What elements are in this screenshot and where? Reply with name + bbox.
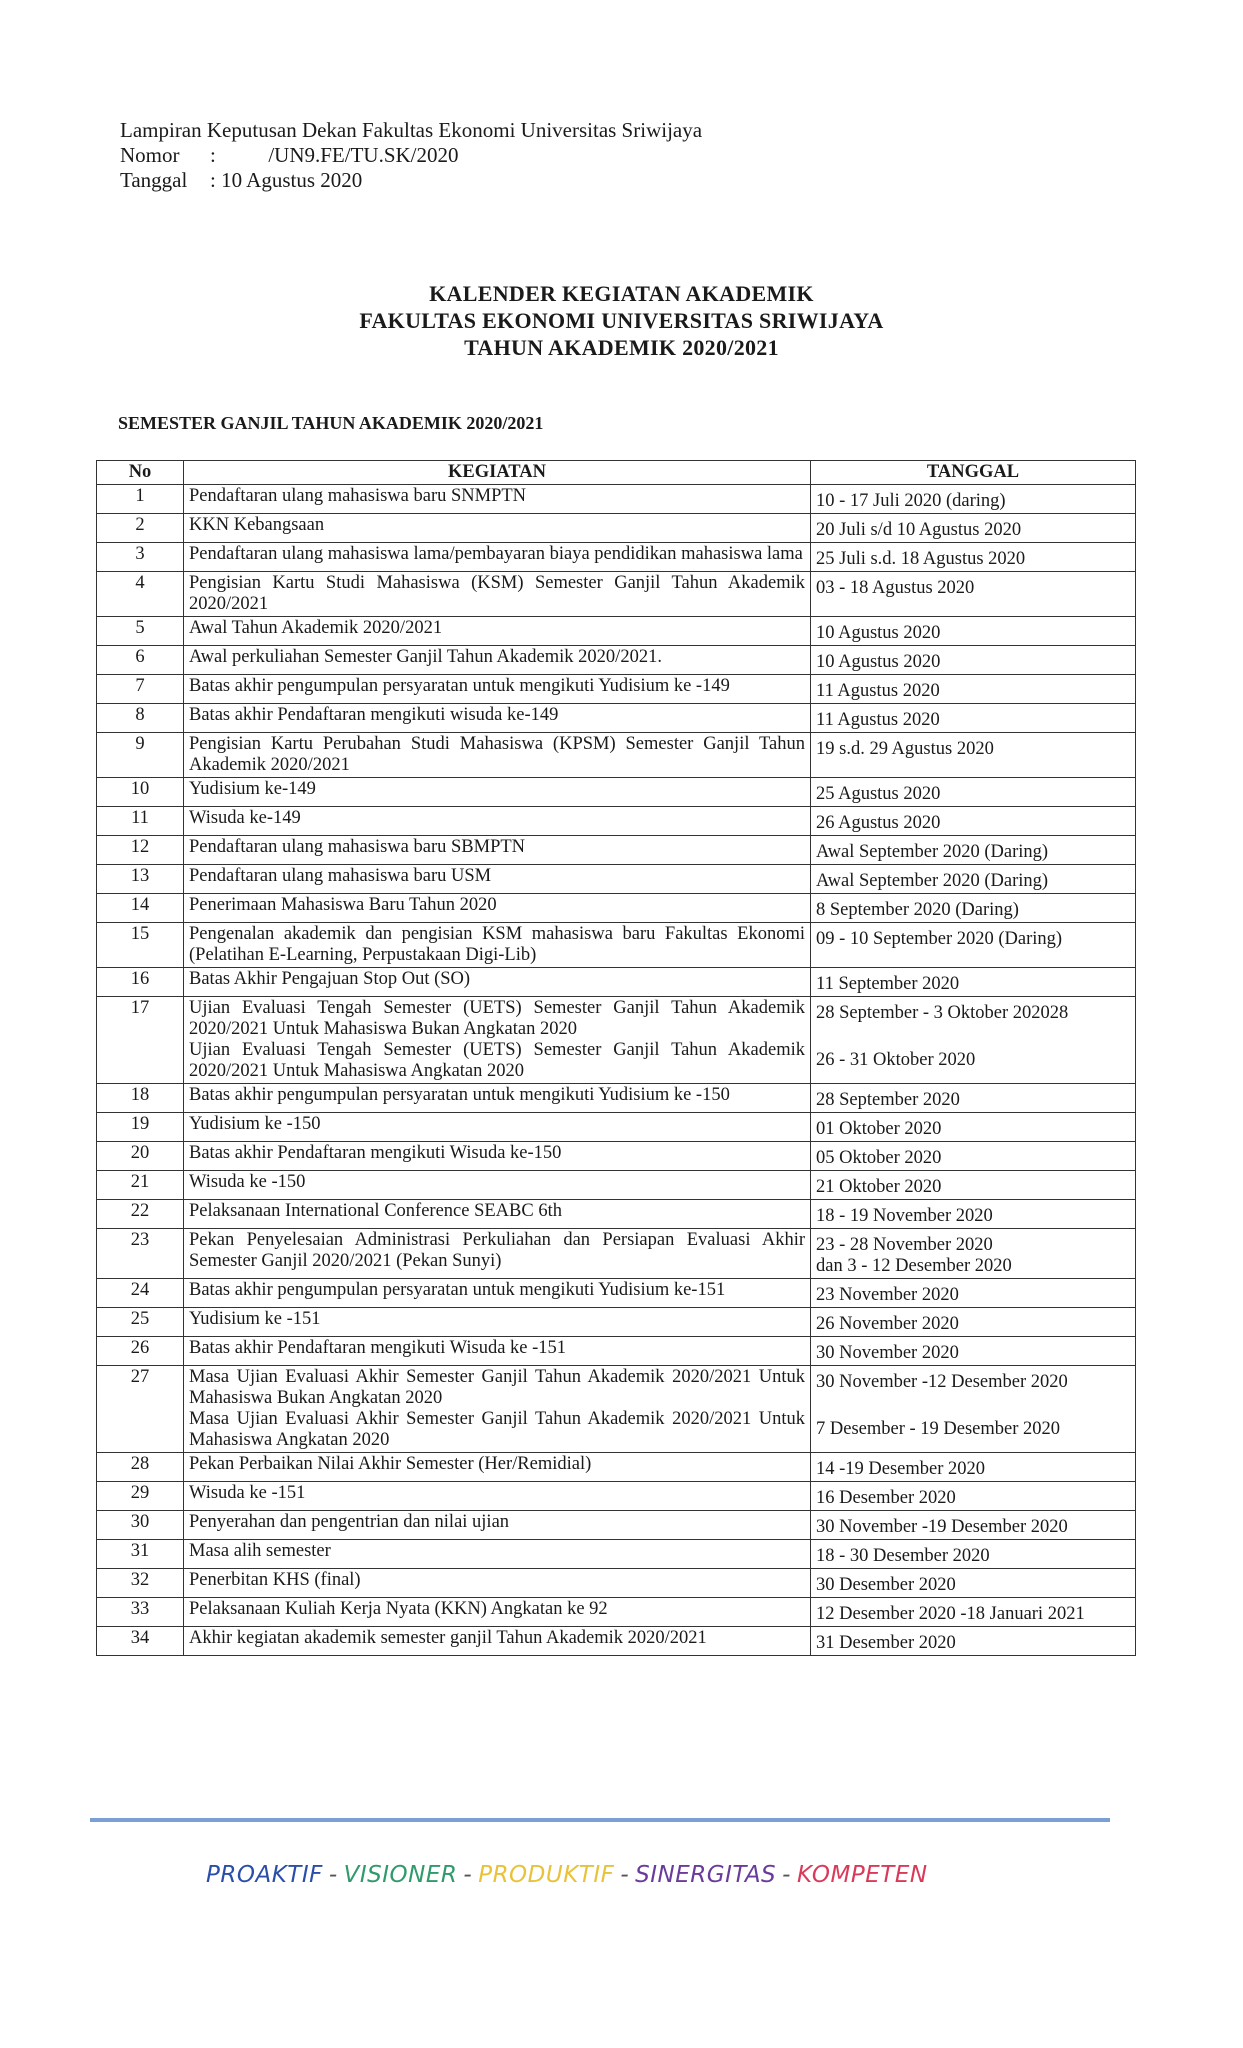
kegiatan-text: Penerbitan KHS (final) (189, 1570, 361, 1590)
tanggal-value: : 10 Agustus 2020 (210, 168, 363, 192)
row-kegiatan (184, 1279, 811, 1308)
tanggal-text: 21 Oktober 2020 (816, 1177, 942, 1197)
row-kegiatan (184, 1540, 811, 1569)
row-tanggal (811, 646, 1136, 675)
row-kegiatan (184, 543, 811, 572)
row-tanggal (811, 704, 1136, 733)
row-tanggal (811, 733, 1136, 778)
row-tanggal (811, 1279, 1136, 1308)
row-kegiatan (184, 1337, 811, 1366)
row-kegiatan (184, 807, 811, 836)
row-tanggal (811, 865, 1136, 894)
row-tanggal (811, 1511, 1136, 1540)
row-kegiatan (184, 485, 811, 514)
table-row (97, 1598, 1136, 1627)
tanggal-text: 26 Agustus 2020 (816, 813, 941, 833)
row-tanggal (811, 1200, 1136, 1229)
kegiatan-text: Wisuda ke -150 (189, 1172, 306, 1192)
kegiatan-text-2: Masa Ujian Evaluasi Akhir Semester Ganjil Tahun Akademik 2020/2021 Untuk Mahasiswa Angkatan 2020 (189, 1409, 805, 1450)
tanggal-text: 12 Desember 2020 -18 Januari 2021 (816, 1604, 1085, 1624)
row-number: 21 (97, 1171, 184, 1200)
kegiatan-text: Penyerahan dan pengentrian dan nilai ujian (189, 1512, 510, 1532)
motto-word: VISIONER (343, 1862, 458, 1888)
row-tanggal (811, 1482, 1136, 1511)
footer-divider (90, 1818, 1110, 1822)
table-row (97, 1366, 1136, 1453)
title-line-1: KALENDER KEGIATAN AKADEMIK (429, 281, 814, 306)
kegiatan-text: Yudisium ke-149 (189, 779, 316, 799)
kegiatan-text: Masa alih semester (189, 1541, 331, 1561)
row-number: 16 (97, 968, 184, 997)
row-kegiatan (184, 572, 811, 617)
row-kegiatan (184, 733, 811, 778)
table-row (97, 1142, 1136, 1171)
tanggal-text: 18 - 19 November 2020 (816, 1206, 993, 1226)
row-kegiatan (184, 894, 811, 923)
tanggal-text: 25 Juli s.d. 18 Agustus 2020 (816, 549, 1026, 569)
row-number: 6 (97, 646, 184, 675)
tanggal-text: 10 Agustus 2020 (816, 623, 941, 643)
row-number: 29 (97, 1482, 184, 1511)
row-number: 18 (97, 1084, 184, 1113)
tanggal-text: 26 November 2020 (816, 1314, 959, 1334)
tanggal-text: 03 - 18 Agustus 2020 (816, 578, 975, 598)
row-number: 24 (97, 1279, 184, 1308)
tanggal-text: 18 - 30 Desember 2020 (816, 1546, 990, 1566)
row-tanggal (811, 923, 1136, 968)
table-row (97, 778, 1136, 807)
tanggal-text: 28 September 2020 (816, 1090, 960, 1110)
motto-separator: - (782, 1862, 791, 1888)
header-tanggal: TANGGAL (811, 461, 1136, 485)
tanggal-text: 19 s.d. 29 Agustus 2020 (816, 739, 994, 759)
header-no: No (97, 461, 184, 485)
row-tanggal (811, 997, 1136, 1084)
tanggal-text: 8 September 2020 (Daring) (816, 900, 1019, 920)
tanggal-text: 20 Juli s/d 10 Agustus 2020 (816, 520, 1022, 540)
kegiatan-text: Ujian Evaluasi Tengah Semester (UETS) Semester Ganjil Tahun Akademik 2020/2021 Untuk Mahasiswa Bukan Angkatan 2020 (189, 998, 805, 1039)
tanggal-text: 30 November -12 Desember 2020 (816, 1372, 1068, 1392)
table-row (97, 1171, 1136, 1200)
title-line-2: FAKULTAS EKONOMI UNIVERSITAS SRIWIJAYA (359, 308, 884, 333)
tanggal-text: 30 November 2020 (816, 1343, 959, 1363)
row-number: 30 (97, 1511, 184, 1540)
motto-separator: - (620, 1862, 630, 1888)
row-tanggal (811, 485, 1136, 514)
row-number: 7 (97, 675, 184, 704)
row-kegiatan (184, 1598, 811, 1627)
table-row (97, 1279, 1136, 1308)
tanggal-text: 25 Agustus 2020 (816, 784, 941, 804)
row-tanggal (811, 968, 1136, 997)
row-tanggal (811, 1598, 1136, 1627)
tanggal-text: 28 September - 3 Oktober 202028 (816, 1003, 1069, 1023)
table-row (97, 733, 1136, 778)
row-number: 5 (97, 617, 184, 646)
tanggal-text: Awal September 2020 (Daring) (816, 871, 1049, 891)
motto-separator: - (463, 1862, 473, 1888)
row-kegiatan (184, 1308, 811, 1337)
row-number: 31 (97, 1540, 184, 1569)
row-tanggal (811, 617, 1136, 646)
row-tanggal (811, 1229, 1136, 1279)
kegiatan-text: Wisuda ke -151 (189, 1483, 306, 1503)
row-number: 8 (97, 704, 184, 733)
table-row (97, 543, 1136, 572)
document-title (0, 280, 1243, 361)
table-row (97, 1482, 1136, 1511)
kegiatan-text: Batas akhir pengumpulan persyaratan untuk mengikuti Yudisium ke-151 (189, 1280, 726, 1300)
row-tanggal (811, 1569, 1136, 1598)
kegiatan-text: Akhir kegiatan akademik semester ganjil Tahun Akademik 2020/2021 (189, 1628, 707, 1648)
header-attachment-line: Lampiran Keputusan Dekan Fakultas Ekonomi Universitas Sriwijaya (120, 118, 703, 142)
table-row (97, 1084, 1136, 1113)
kegiatan-text: Yudisium ke -151 (189, 1309, 321, 1329)
tanggal-text: 05 Oktober 2020 (816, 1148, 942, 1168)
row-tanggal (811, 1308, 1136, 1337)
row-tanggal (811, 1142, 1136, 1171)
tanggal-text: 31 Desember 2020 (816, 1633, 956, 1653)
row-tanggal (811, 1113, 1136, 1142)
row-kegiatan (184, 1084, 811, 1113)
tanggal-text: 09 - 10 September 2020 (Daring) (816, 929, 1063, 949)
footer-motto (206, 1862, 934, 1888)
table-row (97, 865, 1136, 894)
table-row (97, 894, 1136, 923)
row-number: 25 (97, 1308, 184, 1337)
row-number: 20 (97, 1142, 184, 1171)
tanggal-text-2: 7 Desember - 19 Desember 2020 (816, 1419, 1061, 1439)
table-row (97, 617, 1136, 646)
kegiatan-text: Pengisian Kartu Studi Mahasiswa (KSM) Semester Ganjil Tahun Akademik 2020/2021 (189, 573, 805, 614)
motto-word: KOMPETEN (796, 1862, 928, 1888)
tanggal-text: Awal September 2020 (Daring) (816, 842, 1049, 862)
table-row (97, 1453, 1136, 1482)
tanggal-text: 11 Agustus 2020 (816, 710, 940, 730)
tanggal-text: 16 Desember 2020 (816, 1488, 956, 1508)
row-tanggal (811, 894, 1136, 923)
nomor-label: Nomor (120, 143, 180, 167)
kegiatan-text: Pendaftaran ulang mahasiswa baru SBMPTN (189, 837, 526, 857)
row-tanggal (811, 572, 1136, 617)
kegiatan-text: KKN Kebangsaan (189, 515, 325, 535)
kegiatan-text: Batas akhir Pendaftaran mengikuti Wisuda ke -151 (189, 1338, 567, 1358)
table-row (97, 1200, 1136, 1229)
table-row (97, 923, 1136, 968)
row-number: 33 (97, 1598, 184, 1627)
row-number: 12 (97, 836, 184, 865)
kegiatan-text: Pengisian Kartu Perubahan Studi Mahasiswa (KPSM) Semester Ganjil Tahun Akademik 2020/2021 (189, 734, 805, 775)
kegiatan-text: Pelaksanaan Kuliah Kerja Nyata (KKN) Angkatan ke 92 (189, 1599, 608, 1619)
row-number: 28 (97, 1453, 184, 1482)
semester-title: SEMESTER GANJIL TAHUN AKADEMIK 2020/2021 (118, 413, 544, 433)
tanggal-text: 01 Oktober 2020 (816, 1119, 942, 1139)
tanggal-text: 23 - 28 November 2020 (816, 1235, 993, 1255)
kegiatan-text: Awal perkuliahan Semester Ganjil Tahun Akademik 2020/2021. (189, 647, 662, 667)
row-kegiatan (184, 1200, 811, 1229)
table-body (97, 485, 1136, 1656)
tanggal-text: 11 Agustus 2020 (816, 681, 940, 701)
table-row (97, 485, 1136, 514)
kegiatan-text: Batas Akhir Pengajuan Stop Out (SO) (189, 969, 471, 989)
row-kegiatan (184, 1511, 811, 1540)
table-row (97, 704, 1136, 733)
tanggal-text: 14 -19 Desember 2020 (816, 1459, 986, 1479)
row-number: 15 (97, 923, 184, 968)
tanggal-label: Tanggal (120, 168, 188, 192)
row-kegiatan (184, 836, 811, 865)
row-kegiatan (184, 514, 811, 543)
row-tanggal (811, 1453, 1136, 1482)
table-row (97, 968, 1136, 997)
row-kegiatan (184, 923, 811, 968)
row-kegiatan (184, 968, 811, 997)
row-tanggal (811, 836, 1136, 865)
tanggal-text-2: 26 - 31 Oktober 2020 (816, 1050, 976, 1070)
table-row (97, 514, 1136, 543)
tanggal-text: 11 September 2020 (816, 974, 960, 994)
motto-word: SINERGITAS (635, 1862, 777, 1888)
row-tanggal (811, 1171, 1136, 1200)
row-tanggal (811, 543, 1136, 572)
nomor-value: : /UN9.FE/TU.SK/2020 (210, 143, 459, 167)
kegiatan-text: Yudisium ke -150 (189, 1114, 321, 1134)
row-number: 10 (97, 778, 184, 807)
tanggal-text: 30 Desember 2020 (816, 1575, 956, 1595)
kegiatan-text: Penerimaan Mahasiswa Baru Tahun 2020 (189, 895, 497, 915)
row-kegiatan (184, 1113, 811, 1142)
row-tanggal (811, 1366, 1136, 1453)
tanggal-text: 23 November 2020 (816, 1285, 959, 1305)
row-kegiatan (184, 1229, 811, 1279)
row-kegiatan (184, 1171, 811, 1200)
row-kegiatan (184, 1366, 811, 1453)
row-number: 3 (97, 543, 184, 572)
row-number: 9 (97, 733, 184, 778)
table-row (97, 836, 1136, 865)
row-number: 11 (97, 807, 184, 836)
header-nomor (120, 143, 702, 168)
row-number: 22 (97, 1200, 184, 1229)
header-tanggal (120, 168, 702, 193)
row-kegiatan (184, 646, 811, 675)
row-number: 34 (97, 1627, 184, 1656)
row-kegiatan (184, 1569, 811, 1598)
row-number: 13 (97, 865, 184, 894)
row-kegiatan (184, 1453, 811, 1482)
tanggal-text: 10 Agustus 2020 (816, 652, 941, 672)
table-row (97, 807, 1136, 836)
row-number: 1 (97, 485, 184, 514)
kegiatan-text: Pelaksanaan International Conference SEABC 6th (189, 1201, 562, 1221)
tanggal-text: 30 November -19 Desember 2020 (816, 1517, 1068, 1537)
kegiatan-text-2: Ujian Evaluasi Tengah Semester (UETS) Semester Ganjil Tahun Akademik 2020/2021 Untuk Mahasiswa Angkatan 2020 (189, 1040, 805, 1081)
row-tanggal (811, 1084, 1136, 1113)
motto-word: PROAKTIF (206, 1862, 323, 1888)
motto-separator: - (328, 1862, 338, 1888)
row-number: 27 (97, 1366, 184, 1453)
kegiatan-text: Wisuda ke-149 (189, 808, 301, 828)
row-kegiatan (184, 617, 811, 646)
table-row (97, 572, 1136, 617)
row-kegiatan (184, 1142, 811, 1171)
table-row (97, 997, 1136, 1084)
table-row (97, 675, 1136, 704)
kegiatan-text: Pendaftaran ulang mahasiswa baru SNMPTN (189, 486, 527, 506)
table-row (97, 646, 1136, 675)
row-number: 26 (97, 1337, 184, 1366)
row-kegiatan (184, 1482, 811, 1511)
title-line-3: TAHUN AKADEMIK 2020/2021 (464, 335, 779, 360)
row-number: 4 (97, 572, 184, 617)
row-number: 14 (97, 894, 184, 923)
table-row (97, 1113, 1136, 1142)
table-row (97, 1627, 1136, 1656)
row-number: 32 (97, 1569, 184, 1598)
document-header (120, 118, 702, 193)
row-tanggal (811, 514, 1136, 543)
table-row (97, 1511, 1136, 1540)
row-tanggal (811, 1540, 1136, 1569)
kegiatan-text: Batas akhir pengumpulan persyaratan untuk mengikuti Yudisium ke -150 (189, 1085, 730, 1105)
row-number: 19 (97, 1113, 184, 1142)
kegiatan-text: Masa Ujian Evaluasi Akhir Semester Ganjil Tahun Akademik 2020/2021 Untuk Mahasiswa Bukan Angkatan 2020 (189, 1367, 805, 1408)
row-tanggal (811, 675, 1136, 704)
row-number: 23 (97, 1229, 184, 1279)
table-row (97, 1540, 1136, 1569)
kegiatan-text: Pendaftaran ulang mahasiswa lama/pembayaran biaya pendidikan mahasiswa lama (189, 544, 803, 564)
header-kegiatan: KEGIATAN (184, 461, 811, 485)
kegiatan-text: Awal Tahun Akademik 2020/2021 (189, 618, 443, 638)
table-row (97, 1308, 1136, 1337)
table-row (97, 1569, 1136, 1598)
kegiatan-text: Pekan Perbaikan Nilai Akhir Semester (Her/Remidial) (189, 1454, 592, 1474)
row-kegiatan (184, 1627, 811, 1656)
kegiatan-text: Batas akhir Pendaftaran mengikuti wisuda ke-149 (189, 705, 559, 725)
tanggal-text-2: dan 3 - 12 Desember 2020 (816, 1256, 1012, 1276)
kegiatan-text: Pengenalan akademik dan pengisian KSM mahasiswa baru Fakultas Ekonomi (Pelatihan E-Learning, Perpustakaan Digi-Lib) (189, 924, 805, 965)
row-number: 2 (97, 514, 184, 543)
row-kegiatan (184, 997, 811, 1084)
row-kegiatan (184, 704, 811, 733)
kegiatan-text: Batas akhir Pendaftaran mengikuti Wisuda ke-150 (189, 1143, 562, 1163)
row-tanggal (811, 1337, 1136, 1366)
row-kegiatan (184, 865, 811, 894)
row-number: 17 (97, 997, 184, 1084)
row-kegiatan (184, 778, 811, 807)
table-row (97, 1337, 1136, 1366)
calendar-table (96, 460, 1136, 1656)
row-tanggal (811, 778, 1136, 807)
tanggal-text: 10 - 17 Juli 2020 (daring) (816, 491, 1006, 511)
motto-word: PRODUKTIF (478, 1862, 615, 1888)
table-header-row (97, 461, 1136, 485)
kegiatan-text: Pendaftaran ulang mahasiswa baru USM (189, 866, 492, 886)
row-tanggal (811, 1627, 1136, 1656)
table-row (97, 1229, 1136, 1279)
row-tanggal (811, 807, 1136, 836)
row-kegiatan (184, 675, 811, 704)
kegiatan-text: Pekan Penyelesaian Administrasi Perkuliahan dan Persiapan Evaluasi Akhir Semester Ganjil 2020/2021 (Pekan Sunyi) (189, 1230, 805, 1271)
kegiatan-text: Batas akhir pengumpulan persyaratan untuk mengikuti Yudisium ke -149 (189, 676, 730, 696)
